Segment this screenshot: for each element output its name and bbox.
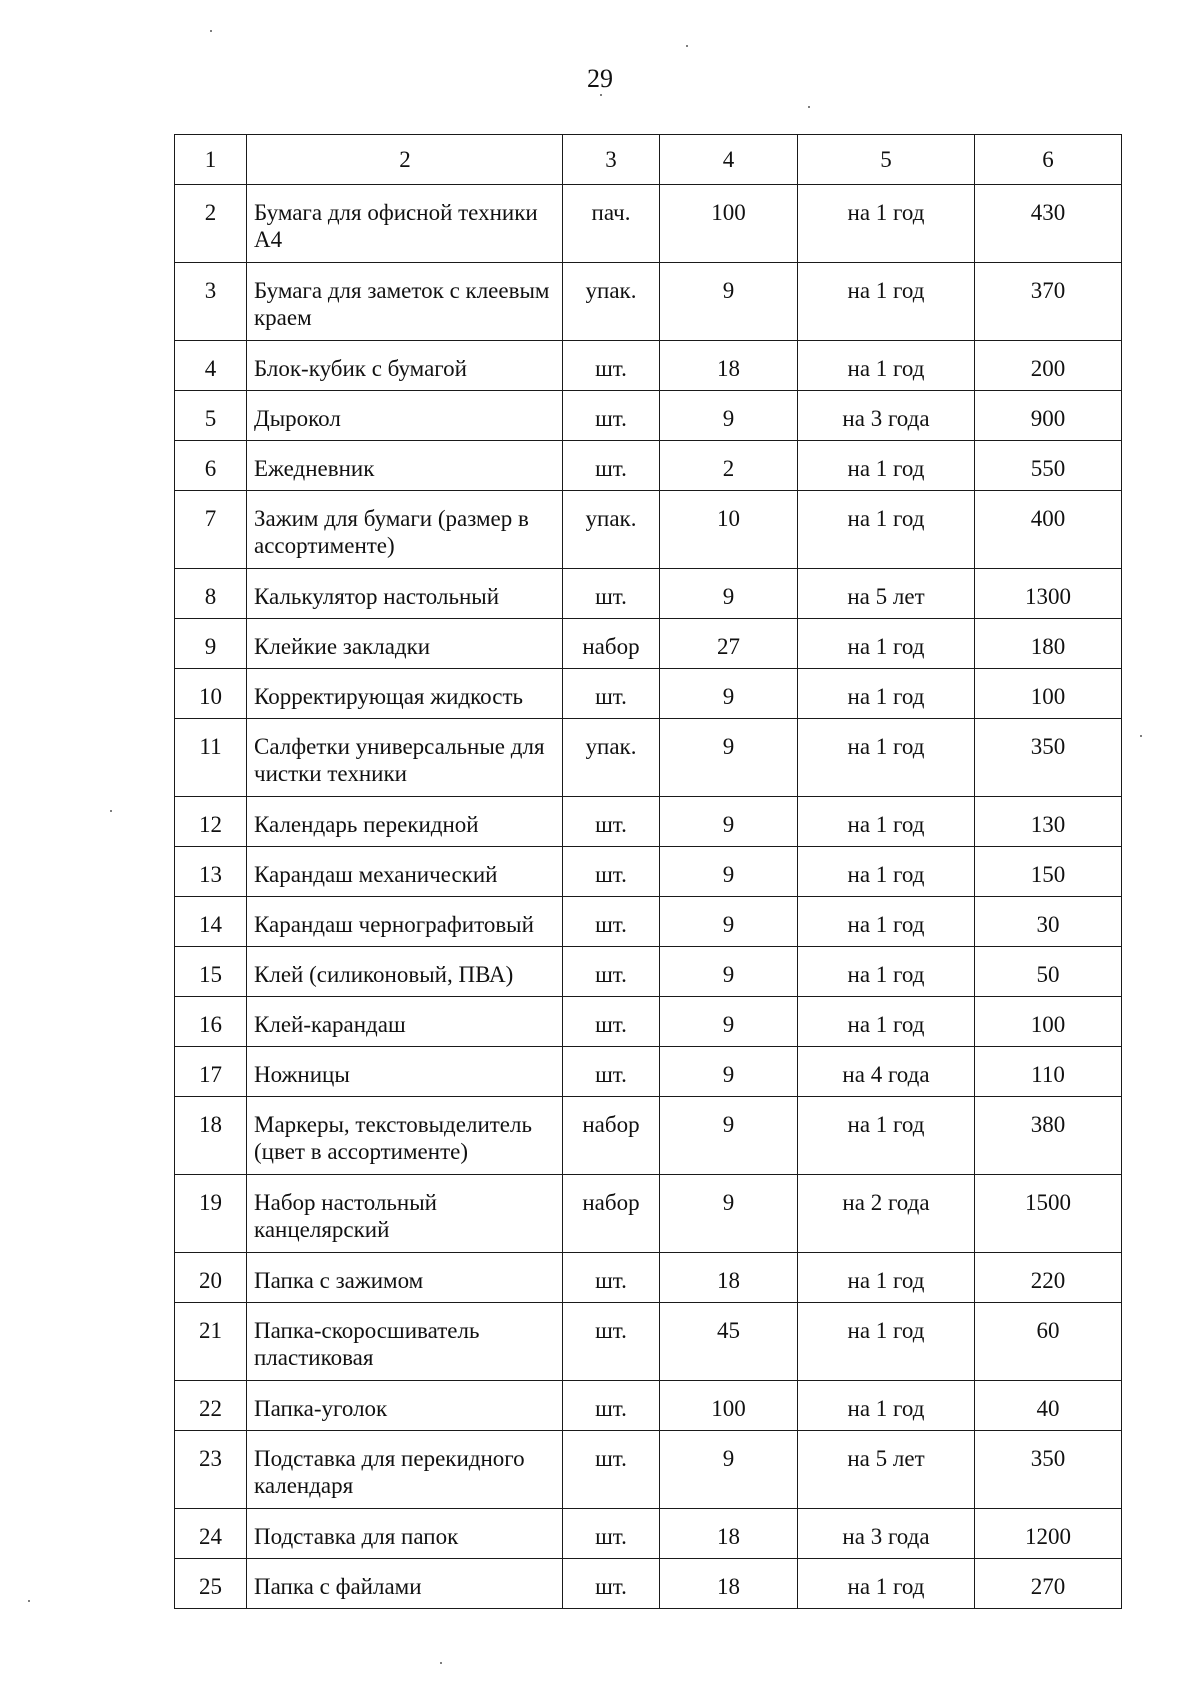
unit-cell: шт. (563, 669, 660, 719)
table-row (175, 997, 1122, 1047)
price-cell: 550 (975, 441, 1122, 491)
item-name-cell: Календарь перекидной (247, 797, 563, 847)
table-row (175, 1253, 1122, 1303)
unit-cell: упак. (563, 719, 660, 797)
unit-cell: шт. (563, 441, 660, 491)
header-cell-1: 1 (175, 135, 247, 185)
item-name-cell: Карандаш механический (247, 847, 563, 897)
item-name-cell: Папка-скоросшиватель пластиковая (247, 1303, 563, 1381)
price-cell: 350 (975, 719, 1122, 797)
quantity-cell: 9 (660, 797, 798, 847)
row-number-cell: 12 (175, 797, 247, 847)
table-row (175, 263, 1122, 341)
row-number-cell: 24 (175, 1509, 247, 1559)
row-number-cell: 3 (175, 263, 247, 341)
item-name-cell: Корректирующая жидкость (247, 669, 563, 719)
period-cell: на 3 года (798, 391, 975, 441)
period-cell: на 1 год (798, 341, 975, 391)
item-name-cell: Папка-уголок (247, 1381, 563, 1431)
row-number-cell: 8 (175, 569, 247, 619)
period-cell: на 2 года (798, 1175, 975, 1253)
unit-cell: шт. (563, 997, 660, 1047)
item-name-cell: Подставка для перекидного календаря (247, 1431, 563, 1509)
unit-cell: шт. (563, 1559, 660, 1609)
row-number-cell: 15 (175, 947, 247, 997)
price-cell: 130 (975, 797, 1122, 847)
price-cell: 60 (975, 1303, 1122, 1381)
period-cell: на 1 год (798, 441, 975, 491)
item-name-cell: Клейкие закладки (247, 619, 563, 669)
table-row (175, 1175, 1122, 1253)
row-number-cell: 10 (175, 669, 247, 719)
item-name-cell: Папка с файлами (247, 1559, 563, 1609)
period-cell: на 1 год (798, 669, 975, 719)
period-cell: на 1 год (798, 619, 975, 669)
period-cell: на 1 год (798, 1253, 975, 1303)
period-cell: на 5 лет (798, 1431, 975, 1509)
quantity-cell: 100 (660, 1381, 798, 1431)
price-cell: 150 (975, 847, 1122, 897)
row-number-cell: 16 (175, 997, 247, 1047)
unit-cell: упак. (563, 491, 660, 569)
price-cell: 370 (975, 263, 1122, 341)
quantity-cell: 100 (660, 185, 798, 263)
item-name-cell: Подставка для папок (247, 1509, 563, 1559)
scan-speck (600, 94, 602, 96)
price-cell: 30 (975, 897, 1122, 947)
quantity-cell: 9 (660, 897, 798, 947)
period-cell: на 1 год (798, 947, 975, 997)
row-number-cell: 5 (175, 391, 247, 441)
price-cell: 1200 (975, 1509, 1122, 1559)
price-cell: 180 (975, 619, 1122, 669)
row-number-cell: 9 (175, 619, 247, 669)
period-cell: на 1 год (798, 1097, 975, 1175)
unit-cell: шт. (563, 847, 660, 897)
table-row (175, 491, 1122, 569)
quantity-cell: 9 (660, 263, 798, 341)
supplies-table (174, 134, 1122, 1609)
quantity-cell: 9 (660, 1431, 798, 1509)
unit-cell: шт. (563, 391, 660, 441)
unit-cell: шт. (563, 1381, 660, 1431)
row-number-cell: 13 (175, 847, 247, 897)
period-cell: на 1 год (798, 491, 975, 569)
table-row (175, 391, 1122, 441)
period-cell: на 1 год (798, 1303, 975, 1381)
table-row (175, 1509, 1122, 1559)
item-name-cell: Клей-карандаш (247, 997, 563, 1047)
quantity-cell: 9 (660, 669, 798, 719)
header-cell-5: 5 (798, 135, 975, 185)
price-cell: 40 (975, 1381, 1122, 1431)
price-cell: 50 (975, 947, 1122, 997)
price-cell: 100 (975, 997, 1122, 1047)
row-number-cell: 23 (175, 1431, 247, 1509)
quantity-cell: 9 (660, 997, 798, 1047)
unit-cell: шт. (563, 947, 660, 997)
price-cell: 900 (975, 391, 1122, 441)
page-number: 29 (587, 64, 613, 93)
row-number-cell: 11 (175, 719, 247, 797)
table-row (175, 1431, 1122, 1509)
header-cell-3: 3 (563, 135, 660, 185)
row-number-cell: 14 (175, 897, 247, 947)
scan-speck (1140, 735, 1142, 737)
item-name-cell: Дырокол (247, 391, 563, 441)
item-name-cell: Набор настольный канцелярский (247, 1175, 563, 1253)
quantity-cell: 18 (660, 341, 798, 391)
price-cell: 110 (975, 1047, 1122, 1097)
unit-cell: шт. (563, 341, 660, 391)
table-row (175, 719, 1122, 797)
price-cell: 430 (975, 185, 1122, 263)
unit-cell: шт. (563, 1509, 660, 1559)
price-cell: 100 (975, 669, 1122, 719)
item-name-cell: Маркеры, текстовыделитель (цвет в ассортименте) (247, 1097, 563, 1175)
item-name-cell: Клей (силиконовый, ПВА) (247, 947, 563, 997)
quantity-cell: 9 (660, 1175, 798, 1253)
period-cell: на 1 год (798, 897, 975, 947)
table-row (175, 1047, 1122, 1097)
item-name-cell: Бумага для офисной техники А4 (247, 185, 563, 263)
row-number-cell: 7 (175, 491, 247, 569)
quantity-cell: 18 (660, 1559, 798, 1609)
price-cell: 400 (975, 491, 1122, 569)
item-name-cell: Блок-кубик с бумагой (247, 341, 563, 391)
period-cell: на 1 год (798, 1381, 975, 1431)
table-row (175, 947, 1122, 997)
period-cell: на 1 год (798, 185, 975, 263)
price-cell: 380 (975, 1097, 1122, 1175)
row-number-cell: 20 (175, 1253, 247, 1303)
quantity-cell: 9 (660, 391, 798, 441)
row-number-cell: 2 (175, 185, 247, 263)
period-cell: на 1 год (798, 847, 975, 897)
table-row (175, 669, 1122, 719)
price-cell: 350 (975, 1431, 1122, 1509)
period-cell: на 5 лет (798, 569, 975, 619)
row-number-cell: 19 (175, 1175, 247, 1253)
item-name-cell: Бумага для заметок с клеевым краем (247, 263, 563, 341)
quantity-cell: 9 (660, 719, 798, 797)
table-row (175, 1381, 1122, 1431)
item-name-cell: Карандаш чернографитовый (247, 897, 563, 947)
item-name-cell: Папка с зажимом (247, 1253, 563, 1303)
unit-cell: шт. (563, 1047, 660, 1097)
item-name-cell: Калькулятор настольный (247, 569, 563, 619)
unit-cell: шт. (563, 797, 660, 847)
table-row (175, 897, 1122, 947)
unit-cell: упак. (563, 263, 660, 341)
scan-speck (440, 1662, 442, 1664)
quantity-cell: 45 (660, 1303, 798, 1381)
row-number-cell: 22 (175, 1381, 247, 1431)
row-number-cell: 17 (175, 1047, 247, 1097)
price-cell: 1500 (975, 1175, 1122, 1253)
unit-cell: пач. (563, 185, 660, 263)
unit-cell: шт. (563, 1253, 660, 1303)
item-name-cell: Зажим для бумаги (размер в ассортименте) (247, 491, 563, 569)
unit-cell: шт. (563, 897, 660, 947)
price-cell: 270 (975, 1559, 1122, 1609)
table-row (175, 1097, 1122, 1175)
header-cell-2: 2 (247, 135, 563, 185)
period-cell: на 4 года (798, 1047, 975, 1097)
quantity-cell: 18 (660, 1509, 798, 1559)
table-row (175, 341, 1122, 391)
period-cell: на 3 года (798, 1509, 975, 1559)
unit-cell: шт. (563, 1431, 660, 1509)
quantity-cell: 2 (660, 441, 798, 491)
row-number-cell: 6 (175, 441, 247, 491)
quantity-cell: 27 (660, 619, 798, 669)
quantity-cell: 18 (660, 1253, 798, 1303)
item-name-cell: Ежедневник (247, 441, 563, 491)
row-number-cell: 21 (175, 1303, 247, 1381)
scan-speck (28, 1600, 30, 1602)
table-row (175, 1303, 1122, 1381)
table-row (175, 619, 1122, 669)
scan-speck (808, 106, 810, 108)
table-row (175, 797, 1122, 847)
quantity-cell: 9 (660, 1097, 798, 1175)
table-header-row (175, 135, 1122, 185)
period-cell: на 1 год (798, 719, 975, 797)
quantity-cell: 9 (660, 1047, 798, 1097)
scan-speck (110, 810, 112, 812)
table-row (175, 569, 1122, 619)
period-cell: на 1 год (798, 263, 975, 341)
price-cell: 220 (975, 1253, 1122, 1303)
period-cell: на 1 год (798, 997, 975, 1047)
header-cell-6: 6 (975, 135, 1122, 185)
table-row (175, 847, 1122, 897)
quantity-cell: 9 (660, 947, 798, 997)
scan-speck (686, 45, 688, 47)
row-number-cell: 25 (175, 1559, 247, 1609)
header-cell-4: 4 (660, 135, 798, 185)
table-row (175, 185, 1122, 263)
item-name-cell: Ножницы (247, 1047, 563, 1097)
row-number-cell: 18 (175, 1097, 247, 1175)
quantity-cell: 9 (660, 847, 798, 897)
period-cell: на 1 год (798, 797, 975, 847)
unit-cell: набор (563, 619, 660, 669)
unit-cell: шт. (563, 1303, 660, 1381)
period-cell: на 1 год (798, 1559, 975, 1609)
table-row (175, 441, 1122, 491)
table-row (175, 1559, 1122, 1609)
unit-cell: шт. (563, 569, 660, 619)
quantity-cell: 9 (660, 569, 798, 619)
scan-speck (210, 30, 212, 32)
quantity-cell: 10 (660, 491, 798, 569)
row-number-cell: 4 (175, 341, 247, 391)
price-cell: 200 (975, 341, 1122, 391)
price-cell: 1300 (975, 569, 1122, 619)
unit-cell: набор (563, 1175, 660, 1253)
item-name-cell: Салфетки универсальные для чистки техники (247, 719, 563, 797)
unit-cell: набор (563, 1097, 660, 1175)
